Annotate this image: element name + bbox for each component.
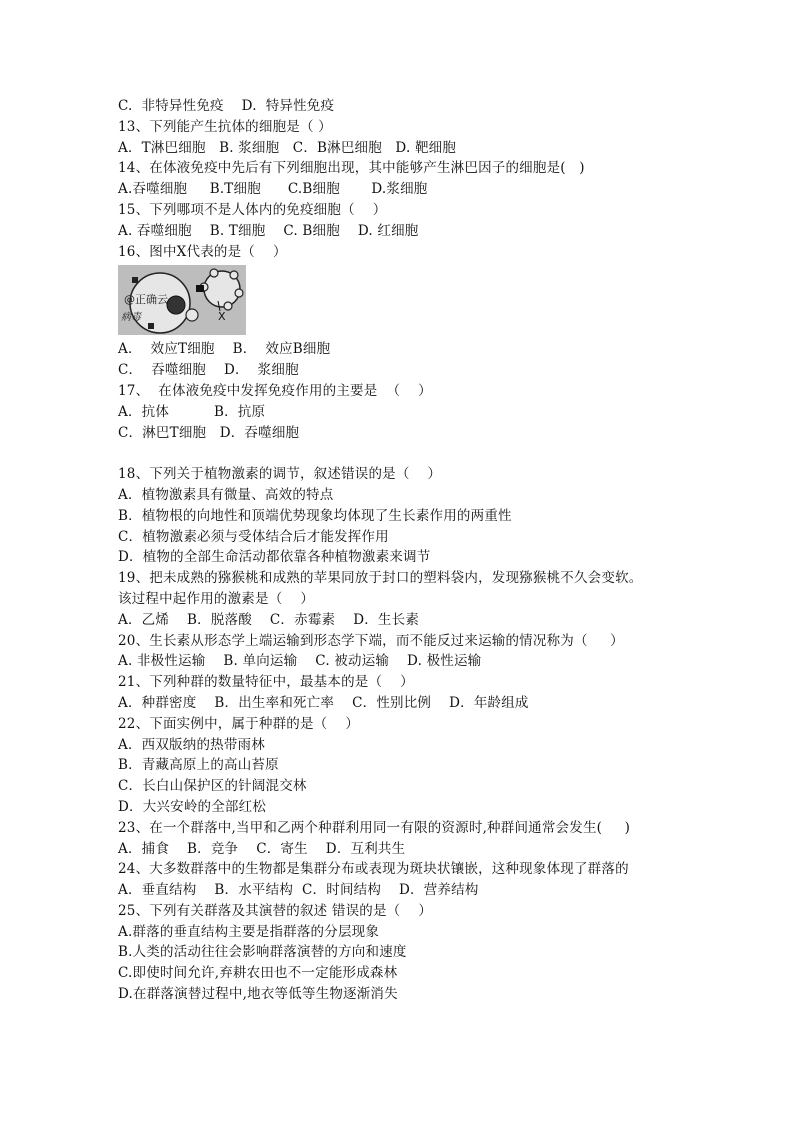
question-17-options-ab: A．抗体 B．抗原: [118, 403, 266, 420]
text-line: C. 非特异性免疫 D. 特异性免疫: [118, 98, 335, 114]
question-16: 16、图中X代表的是（ ）: [118, 243, 287, 260]
question-14-options: A.吞噬细胞 B.T细胞 C.B细胞 D.浆细胞: [118, 181, 428, 198]
immune-cell-figure: [118, 265, 246, 335]
question-18-option-a: A．植物激素具有微量、高效的特点: [118, 486, 334, 503]
question-20: 20、生长素从形态学上端运输到形态学下端，而不能反过来运输的情况称为（ ）: [118, 632, 624, 649]
question-13: 13、下列能产生抗体的细胞是（ ）: [118, 118, 332, 135]
question-19-cont: 该过程中起作用的激素是（ ）: [118, 590, 315, 607]
question-14: 14、在体液免疫中先后有下列细胞出现，其中能够产生淋巴因子的细胞是( ): [118, 160, 585, 177]
question-25-option-c: C.即使时间允许,弃耕农田也不一定能形成森林: [118, 965, 398, 982]
question-24-options: A．垂直结构 B．水平结构 C．时间结构 D．营养结构: [118, 882, 479, 899]
question-20-options: A. 非极性运输 B. 单向运输 C. 被动运输 D. 极性运输: [118, 653, 482, 670]
question-22-option-b: B．青藏高原上的高山苔原: [118, 757, 279, 774]
question-22-option-a: A．西双版纳的热带雨林: [118, 736, 265, 753]
question-19: 19、把未成熟的猕猴桃和成熟的苹果同放于封口的塑料袋内，发现猕猴桃不久会变软。: [118, 570, 643, 587]
question-21: 21、下列种群的数量特征中，最基本的是（ ）: [118, 674, 414, 691]
figure-label-virus: 病毒: [121, 312, 141, 324]
question-17-options-cd: C．淋巴T细胞 D．吞噬细胞: [118, 424, 300, 441]
question-25: 25、下列有关群落及其演替的叙述 错误的是（ ）: [118, 902, 433, 919]
spacer: [118, 443, 718, 464]
question-23-options: A．捕食 B．竞争 C．寄生 D．互利共生: [118, 840, 406, 857]
question-25-option-a: A.群落的垂直结构主要是指群落的分层现象: [118, 923, 380, 940]
question-15-options: A. 吞噬细胞 B. T细胞 C. B细胞 D. 红细胞: [118, 222, 419, 239]
question-25-option-d: D.在群落演替过程中,地衣等低等生物逐渐消失: [118, 986, 398, 1003]
question-18-option-c: C．植物激素必须与受体结合后才能发挥作用: [118, 528, 389, 545]
question-23: 23、在一个群落中,当甲和乙两个种群利用同一有限的资源时,种群间通常会发生( ): [118, 819, 631, 836]
question-18: 18、下列关于植物激素的调节，叙述错误的是（ ）: [118, 466, 442, 483]
question-13-options: A．T淋巴细胞 B. 浆细胞 C．B淋巴细胞 D. 靶细胞: [118, 139, 457, 156]
question-17: 17、 在体液免疫中发挥免疫作用的主要是 （ ）: [118, 382, 432, 399]
question-22: 22、下面实例中，属于种群的是（ ）: [118, 715, 360, 732]
question-25-option-b: B.人类的活动往往会影响群落演替的方向和速度: [118, 944, 407, 961]
document-page: [118, 96, 718, 1005]
question-18-option-b: B．植物根的向地性和顶端优势现象均体现了生长素作用的两重性: [118, 507, 512, 524]
question-24: 24、大多数群落中的生物都是集群分布或表现为斑块状镶嵌，这种现象体现了群落的: [118, 861, 629, 878]
question-21-options: A．种群密度 B．出生率和死亡率 C．性别比例 D．年龄组成: [118, 694, 529, 711]
question-18-option-d: D．植物的全部生命活动都依靠各种植物激素来调节: [118, 549, 431, 566]
question-16-options-cd: C． 吞噬细胞 D． 浆细胞: [118, 362, 299, 379]
figure-label-x: X: [218, 310, 226, 324]
question-15: 15、下列哪项不是人体内的免疫细胞（ ）: [118, 201, 387, 218]
figure-watermark: @正确云: [124, 293, 168, 307]
question-22-option-d: D．大兴安岭的全部红松: [118, 798, 267, 815]
question-22-option-c: C．长白山保护区的针阔混交林: [118, 778, 307, 795]
question-19-options: A．乙烯 B．脱落酸 C．赤霉素 D．生长素: [118, 611, 420, 628]
question-16-options-ab: A． 效应T细胞 B． 效应B细胞: [118, 341, 331, 358]
